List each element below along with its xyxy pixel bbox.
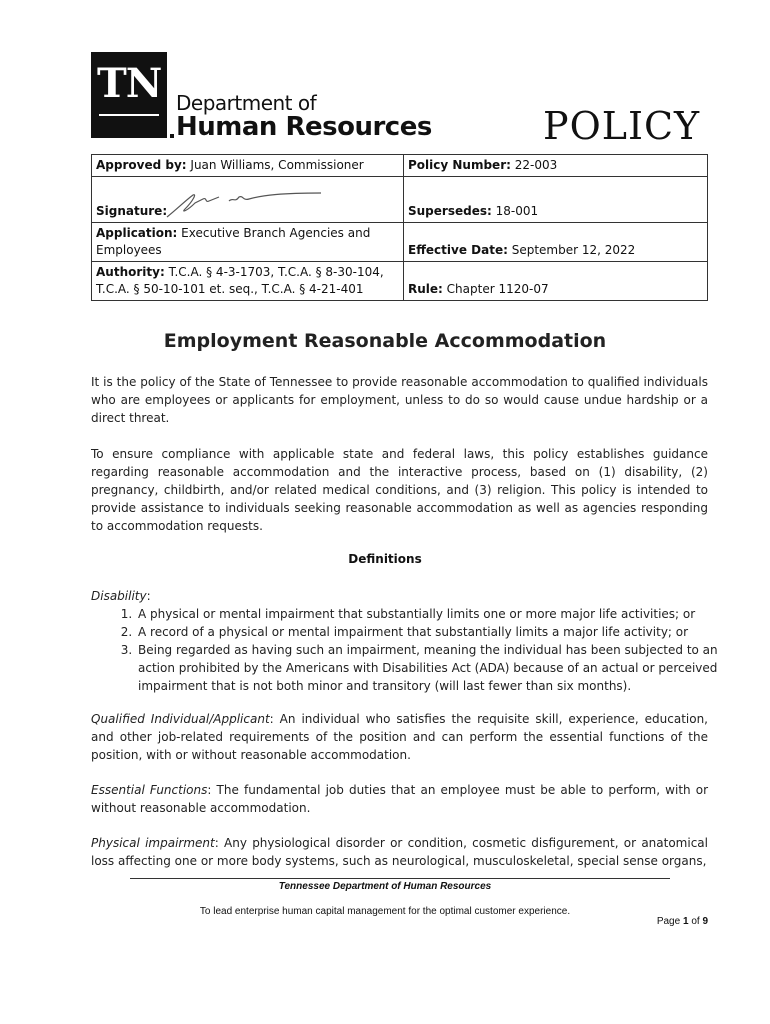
essential-term: Essential Functions (91, 783, 208, 797)
page-number (657, 916, 708, 927)
approved-by-cell (92, 155, 404, 177)
page-prefix: Page (656, 916, 681, 927)
list-item: 3. Being regarded as having such an impairment, meaning the individual has been subjected to an action prohibited by the Americans with Disabilities Act (ADA) because of an actual or perceived impairment that is not both minor and transitory (will last fewer than six months). (136, 641, 753, 695)
policy-number-cell (404, 155, 708, 177)
authority-value: T.C.A. § 4-3-1703, T.C.A. § 8-30-104, T.C.A. § 50-10-101 et. seq., T.C.A. § 4-21-401 (96, 265, 384, 296)
qualified-individual-definition (91, 710, 708, 764)
definitions-heading: Definitions (348, 552, 422, 566)
page-total: 9 (702, 916, 708, 927)
authority-label: Authority: (96, 265, 165, 279)
qualified-term: Qualified Individual/Applicant (91, 712, 270, 726)
intro-paragraph-1: It is the policy of the State of Tennessee to provide reasonable accommodation to qualified individuals who are employees or applicants for employment, unless to do so would cause undue hardship or a direct threat. (91, 375, 708, 425)
approved-label: Approved by: (96, 158, 187, 172)
footer-tagline: To lead enterprise human capital management for the optimal customer experience. (199, 906, 571, 917)
rule-value: Chapter 1120-07 (446, 282, 549, 296)
application-value: Executive Branch Agencies and Employees (96, 226, 371, 257)
document-title: Employment Reasonable Accommodation (163, 330, 607, 352)
disability-list (91, 605, 753, 695)
supersedes-cell (404, 177, 708, 223)
footer-organization: Tennessee Department of Human Resources (278, 881, 492, 892)
disability-definition-term: Disability: (91, 589, 151, 603)
application-label: Application: (96, 226, 178, 240)
logo-mark: TN (97, 60, 162, 107)
handwritten-signature (163, 187, 328, 223)
department-name: Human Resources (176, 112, 432, 142)
supersedes-label: Supersedes: (408, 204, 492, 218)
essential-functions-definition (91, 781, 708, 817)
signature-label: Signature: (96, 204, 168, 218)
application-cell (92, 223, 404, 262)
physical-impairment-definition (91, 834, 708, 870)
logo-rule (99, 114, 159, 116)
logo-dot (170, 134, 174, 138)
qualified-text: : An individual who satisfies the requisite skill, experience, education, and other job-related requirements of the position and can perform the essential functions of the position, with or without reasonable accommodation. (91, 712, 708, 762)
effective-date-value: September 12, 2022 (511, 243, 636, 257)
department-prefix: Department of (176, 91, 317, 115)
essential-text: : The fundamental job duties that an employee must be able to perform, with or without reasonable accommodation. (91, 783, 709, 815)
disability-term: Disability (91, 589, 147, 603)
supersedes-value: 18-001 (495, 204, 539, 218)
policy-heading: POLICY (543, 104, 701, 148)
page-current: 1 (682, 916, 689, 927)
footer-rule (130, 878, 670, 879)
list-item: 2. A record of a physical or mental impairment that substantially limits a major life activity; or (136, 623, 753, 641)
list-item: 1. A physical or mental impairment that substantially limits one or more major life activities; or (136, 605, 753, 623)
approved-value: Juan Williams, Commissioner (190, 158, 364, 172)
tn-logo (91, 52, 167, 138)
intro-paragraph-2: To ensure compliance with applicable state and federal laws, this policy establishes guidance regarding reasonable accommodation and the interactive process, based on (1) disability, (2) pregnancy, childbirth, and/or related medical conditions, and (3) religion. This policy is intended to provide assistance to individuals seeking reasonable accommodation as well as agencies responding to accommodation requests. (91, 447, 708, 533)
page-of: of (691, 916, 700, 927)
physical-text: : Any physiological disorder or condition, cosmetic disfigurement, or anatomical loss affecting one or more body systems, such as neurological, musculoskeletal, special sense organs, (91, 836, 708, 868)
policy-info-table (91, 154, 708, 301)
rule-cell (404, 262, 708, 301)
effective-date-label: Effective Date: (408, 243, 508, 257)
authority-cell (92, 262, 404, 301)
policy-number-label: Policy Number: (408, 158, 511, 172)
effective-date-cell (404, 223, 708, 262)
rule-label: Rule: (408, 282, 443, 296)
policy-number-value: 22-003 (514, 158, 558, 172)
physical-term: Physical impairment (91, 836, 215, 850)
